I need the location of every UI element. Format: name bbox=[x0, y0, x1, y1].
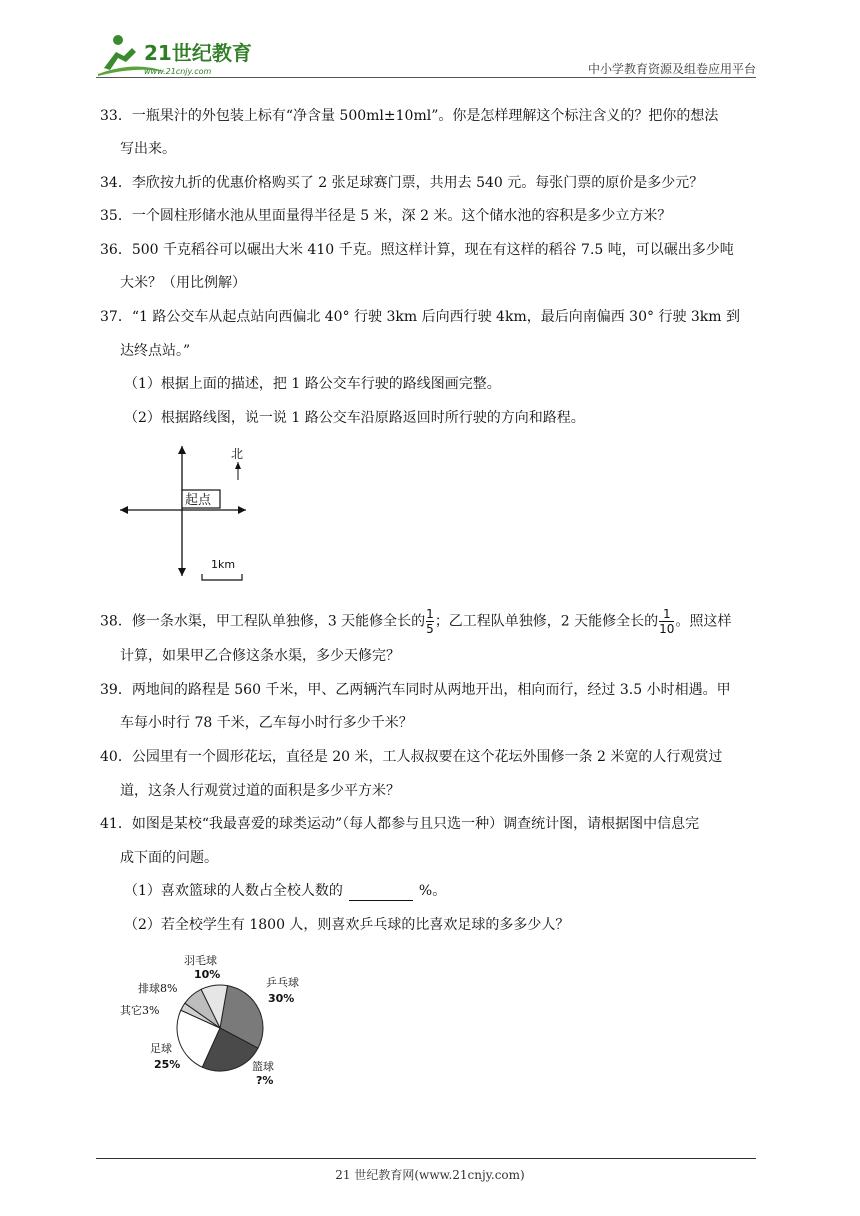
question-37-line2: 达终点站。” bbox=[120, 343, 191, 359]
svg-text:www.21cnjy.com: www.21cnjy.com bbox=[144, 67, 212, 76]
question-39-line2: 车每小时行 78 千米，乙车每小时行多少千米？ bbox=[120, 715, 413, 731]
fraction-numerator: 1 bbox=[662, 607, 671, 621]
question-37-sub1: （1）根据上面的描述，把 1 路公交车行驶的路线图画完整。 bbox=[124, 376, 501, 392]
footer-divider bbox=[96, 1158, 756, 1159]
question-39-line1: 39．两地间的路程是 560 千米，甲、乙两辆汽车同时从两地开出，相向而行，经过 3.5 小时相遇。甲 bbox=[100, 682, 731, 698]
answer-blank[interactable] bbox=[349, 886, 413, 901]
pie-slice-label: 乒乓球 bbox=[266, 976, 299, 989]
question-34: 34．李欣按九折的优惠价格购买了 2 张足球赛门票，共用去 540 元。每张门票的原价是多少元？ bbox=[100, 175, 704, 191]
percent-sign: %。 bbox=[418, 883, 447, 899]
scale-label: 1km bbox=[211, 558, 236, 571]
fraction-denominator: 10 bbox=[659, 622, 675, 636]
pie-slice-value: 10% bbox=[194, 968, 221, 981]
platform-name: 中小学教育资源及组卷应用平台 bbox=[587, 62, 756, 76]
pie-slice-value: ?% bbox=[256, 1074, 274, 1087]
question-41-sub1 bbox=[124, 881, 446, 901]
question-41-sub2: （2）若全校学生有 1800 人，则喜欢乒乓球的比喜欢足球的多多少人？ bbox=[124, 917, 570, 933]
question-33-line2: 写出来。 bbox=[120, 141, 176, 157]
question-35: 35．一个圆柱形储水池从里面量得半径是 5 米，深 2 米。这个储水池的容积是多少立方米？ bbox=[100, 208, 672, 224]
question-33-line1: 33．一瓶果汁的外包装上标有“净含量 500ml±10ml”。你是怎样理解这个标注含义的？把你的想法 bbox=[100, 108, 719, 124]
ball-sports-pie-chart bbox=[116, 946, 306, 1094]
north-arrow-head bbox=[235, 462, 241, 469]
map-x-arrow-right bbox=[238, 506, 246, 514]
pie-slice-value: 25% bbox=[154, 1058, 181, 1071]
question-40-line2: 道，这条人行观赏过道的面积是多少平方米？ bbox=[120, 783, 400, 799]
header-divider bbox=[96, 77, 756, 78]
pie-slice-label: 篮球 bbox=[252, 1060, 274, 1073]
svg-text:21世纪教育: 21世纪教育 bbox=[144, 41, 252, 65]
page-header bbox=[96, 30, 756, 80]
question-38-part1: 38．修一条水渠，甲工程队单独修，3 天能修全长的 bbox=[100, 613, 426, 630]
pie-slice-label: 其它3% bbox=[120, 1004, 160, 1017]
question-36-line2: 大米？（用比例解） bbox=[120, 275, 246, 291]
question-37-line1: 37．“1 路公交车从起点站向西偏北 40° 行驶 3km 后向西行驶 4km，最后向南偏西 30° 行驶 3km 到 bbox=[100, 309, 741, 325]
fraction-numerator: 1 bbox=[426, 607, 434, 621]
pie-slice-label: 羽毛球 bbox=[184, 954, 217, 967]
question-41-line1: 41．如图是某校“我最喜爱的球类运动”（每人都参与且只选一种）调查统计图，请根据图中信息完 bbox=[100, 816, 700, 832]
question-37-sub2: （2）根据路线图，说一说 1 路公交车沿原路返回时所行驶的方向和路程。 bbox=[124, 410, 585, 426]
map-y-arrow-up bbox=[178, 446, 186, 454]
fraction-one-tenth bbox=[659, 608, 674, 635]
route-map-figure bbox=[118, 440, 252, 586]
question-38-part3: 。照这样 bbox=[675, 613, 732, 630]
fraction-one-fifth bbox=[426, 608, 434, 635]
site-logo bbox=[96, 30, 266, 78]
question-41-sub1-text: （1）喜欢篮球的人数占全校人数的 bbox=[124, 883, 343, 899]
question-38-line1 bbox=[100, 608, 770, 635]
start-point-label: 起点 bbox=[185, 493, 212, 508]
question-41-line2: 成下面的问题。 bbox=[120, 850, 218, 866]
pie-slice-label: 排球8% bbox=[138, 982, 178, 995]
fraction-denominator: 5 bbox=[426, 622, 434, 636]
question-40-line1: 40．公园里有一个圆形花坛，直径是 20 米，工人叔叔要在这个花坛外围修一条 2 米宽的人行观赏过 bbox=[100, 749, 723, 765]
question-36-line1: 36．500 千克稻谷可以碾出大米 410 千克。照这样计算，现在有这样的稻谷 7.5 吨，可以碾出多少吨 bbox=[100, 242, 734, 258]
pie-slice-label: 足球 bbox=[150, 1042, 172, 1055]
map-x-arrow-left bbox=[120, 506, 128, 514]
scale-bar bbox=[202, 574, 242, 580]
question-38-part2: ；乙工程队单独修，2 天能修全长的 bbox=[434, 613, 659, 630]
pie-slice-value: 30% bbox=[268, 992, 295, 1005]
question-38-line2: 计算，如果甲乙合修这条水渠，多少天修完？ bbox=[120, 648, 400, 664]
map-y-arrow-down bbox=[178, 568, 186, 576]
north-label: 北 bbox=[231, 447, 244, 461]
footer-text: 21 世纪教育网(www.21cnjy.com) bbox=[335, 1168, 525, 1182]
